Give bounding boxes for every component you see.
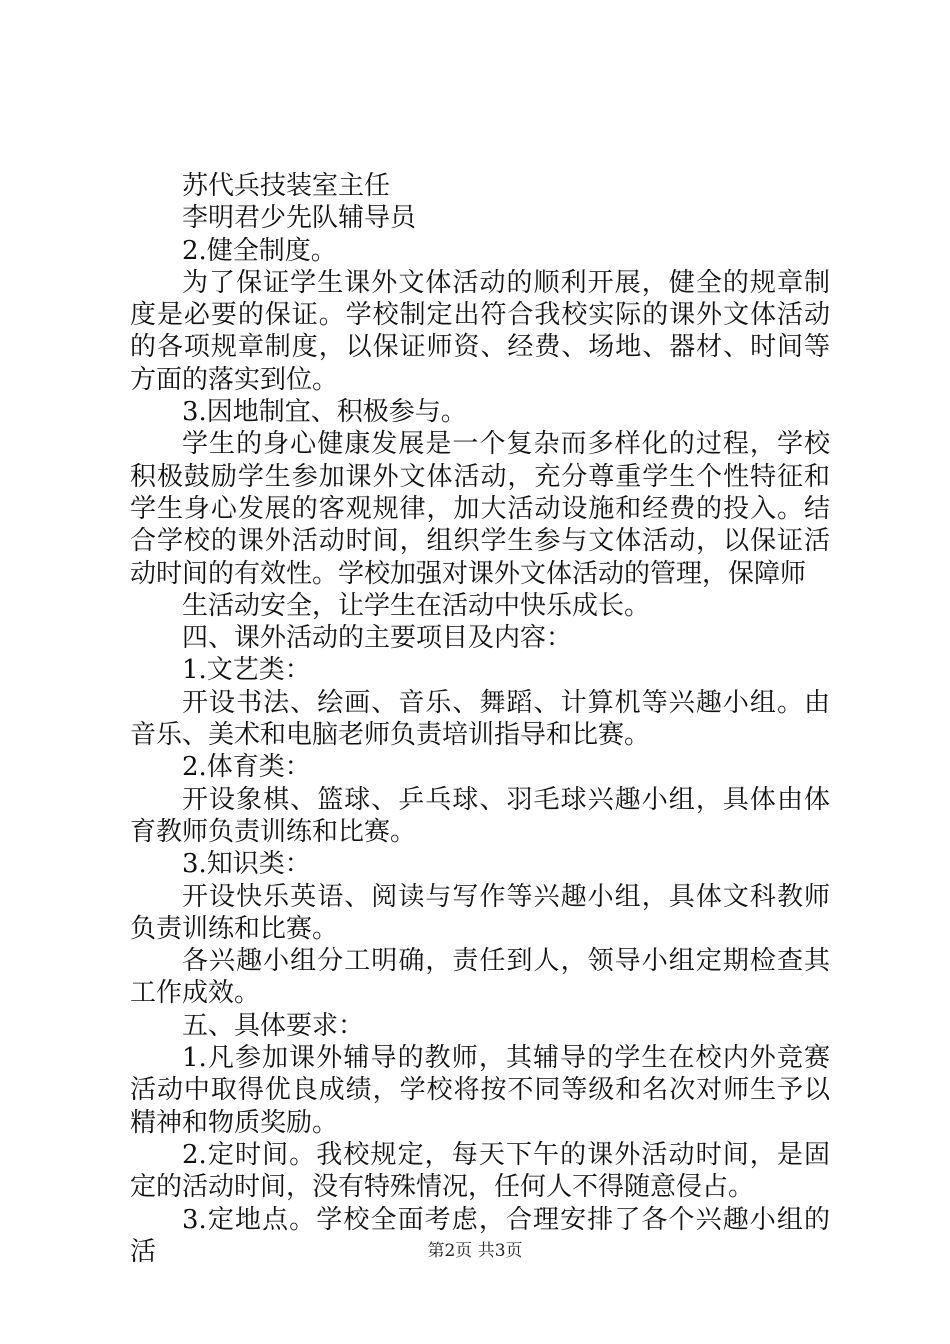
paragraph-15: 各兴趣小组分工明确，责任到人，领导小组定期检查其工作成效。: [130, 946, 830, 1009]
document-body: [130, 170, 830, 1268]
paragraph-8: 四、课外活动的主要项目及内容：: [182, 623, 573, 654]
paragraph-18: 2.定时间。我校规定，每天下午的课外活动时间，是固定的活动时间，没有特殊情况，任何人不得随意侵占。: [130, 1139, 830, 1203]
paragraph-1: 苏代兵技装室主任: [182, 171, 391, 201]
paragraph-9: 1.文艺类：: [182, 655, 311, 686]
paragraph-6: 学生的身心健康发展是一个复杂而多样化的过程，学校积极鼓励学生参加课外文体活动，充分尊重学生个性特征和学生身心发展的客观规律，加大活动设施和经费的投入。结合学校的课外活动时间，组织学生参与文体活动，以保证活动时间的有效性。学校加强对课外文体活动的管理，保障师: [130, 429, 830, 589]
paragraph-12: 开设象棋、篮球、乒乓球、羽毛球兴趣小组，具体由体育教师负责训练和比赛。: [130, 784, 830, 847]
paragraph-17: 1.凡参加课外辅导的教师，其辅导的学生在校内外竞赛活动中取得优良成绩，学校将按不同等级和名次对师生予以精神和物质奖励。: [130, 1043, 830, 1138]
paragraph-2: 李明君少先队辅导员: [182, 203, 417, 234]
paragraph-5: 3.因地制宜、积极参与。: [182, 397, 467, 428]
paragraph-11: 2.体育类：: [182, 752, 311, 783]
paragraph-3: 2.健全制度。: [182, 235, 337, 266]
paragraph-7: 生活动安全，让学生在活动中快乐成长。: [182, 590, 651, 621]
paragraph-19: 3.定地点。学校全面考虑，合理安排了各个兴趣小组的活: [130, 1204, 830, 1267]
paragraph-10: 开设书法、绘画、音乐、舞蹈、计算机等兴趣小组。由音乐、美术和电脑老师负责培训指导和比赛。: [130, 687, 830, 751]
paragraph-13: 3.知识类：: [182, 849, 311, 880]
page-footer: 第2页 共3页: [427, 1241, 523, 1261]
paragraph-14: 开设快乐英语、阅读与写作等兴趣小组，具体文科教师负责训练和比赛。: [130, 881, 830, 944]
paragraph-4: 为了保证学生课外文体活动的顺利开展，健全的规章制度是必要的保证。学校制定出符合我校实际的课外文体活动的各项规章制度，以保证师资、经费、场地、器材、时间等方面的落实到位。: [130, 267, 830, 395]
paragraph-16: 五、具体要求：: [182, 1010, 365, 1041]
